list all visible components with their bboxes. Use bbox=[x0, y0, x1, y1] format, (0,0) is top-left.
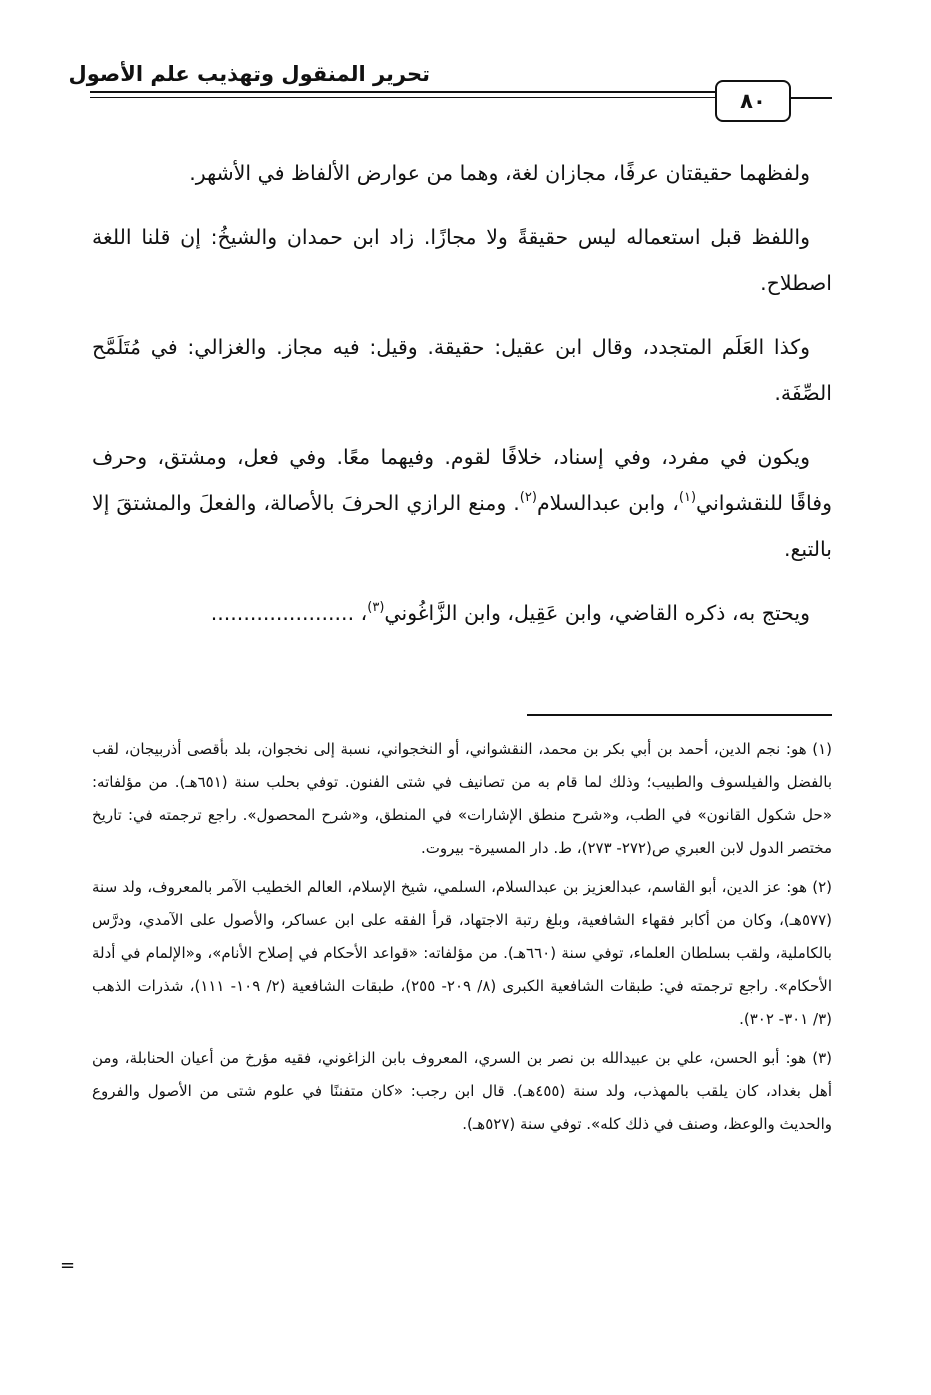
footnote-3: (٣) هو: أبو الحسن، علي بن عبيدالله بن نصر بن السري، المعروف بابن الزاغوني، فقيه مؤرخ من أعيان الحنابلة، ومن أهل بغداد، كان يلقب بالمهذب، ولد سنة (٤٥٥هـ). قال ابن رجب: «كان متفننًا في علوم شتى من الأصول والفروع والحديث والوعظ، وصنف في ذلك كله». توفي سنة (٥٢٧هـ). bbox=[92, 1049, 832, 1133]
continuation-mark: = bbox=[60, 1255, 76, 1276]
paragraph-1: ولفظهما حقيقتان عرفًا، مجازان لغة، وهما من عوارض الألفاظ في الأشهر. bbox=[189, 161, 810, 185]
footnote-ref-1: (١) bbox=[678, 490, 697, 505]
paragraph-4 bbox=[92, 434, 832, 572]
paragraph-5-part-b: ، bbox=[360, 601, 368, 625]
header-rule-right bbox=[790, 97, 832, 99]
footnote-ref-3: (٣) bbox=[367, 600, 385, 615]
main-text bbox=[92, 150, 832, 654]
paragraph-5 bbox=[92, 590, 832, 636]
header-rule bbox=[90, 91, 715, 93]
paragraph-2: واللفظ قبل استعماله ليس حقيقةً ولا مجازًا. زاد ابن حمدان والشيخُ: إن قلنا اللغة اصطلاح. bbox=[92, 225, 832, 295]
paragraph-4-part-c: . ومنع الرازي الحرفَ بالأصالة، والفعلَ والمشتقَ إلا بالتبع. bbox=[92, 491, 832, 561]
continuation-dots: ...................... bbox=[210, 601, 355, 625]
header-rule-thin bbox=[90, 97, 715, 98]
footnote-2: (٢) هو: عز الدين، أبو القاسم، عبدالعزيز بن عبدالسلام، السلمي، شيخ الإسلام، العالم الخطيب الآمر بالمعروف، ولد سنة (٥٧٧هـ)، وكان من أكابر فقهاء الشافعية، وبلغ رتبة الاجتهاد، قرأ الفقه على ابن عساكر، والأصول على الآمدي، ودرَّس بالكاملية، ولقب بسلطان العلماء، توفي سنة (٦٦٠هـ). من مؤلفاته: «قواعد الأحكام في إصلاح الأنام»، و«الإلمام في أدلة الأحكام». راجع ترجمته في: طبقات الشافعية الكبرى (٨/ ٢٠٩- ٢٥٥)، طبقات الشافعية (٢/ ١٠٩- ١١١)، شذرات الذهب (٣/ ٣٠١- ٣٠٢). bbox=[92, 878, 832, 1028]
paragraph-5-part-a: ويحتج به، ذكره القاضي، وابن عَقِيل، وابن الزَّاغُوني bbox=[384, 601, 810, 625]
footnote-1: (١) هو: نجم الدين، أحمد بن أبي بكر بن محمد، النقشواني، أو النخجواني، نسبة إلى نخجوان، بلد بأقصى أذربيجان، لقب بالفضل والفيلسوف والطبيب؛ وذلك لما قام به من تصانيف في شتى الفنون. توفي بحلب سنة (٦٥١هـ). من مؤلفاته: «حل شكول القانون» في الطب، و«شرح منطق الإشارات» في المنطق، و«شرح المحصول». راجع ترجمته في: تاريخ مختصر الدول لابن العبري ص(٢٧٢- ٢٧٣)، ط. دار المسيرة- بيروت. bbox=[92, 740, 832, 857]
footnotes bbox=[92, 733, 832, 1147]
paragraph-4-part-a: ويكون في مفرد، وفي إسناد، خلافًا لقوم. وفيهما معًا. وفي فعل، ومشتق، وحرف وفاقًا للنقشواني bbox=[92, 445, 832, 515]
page-number: ٨٠ bbox=[715, 80, 791, 122]
footnote-ref-2: (٢) bbox=[519, 490, 537, 505]
footnote-separator bbox=[527, 714, 832, 716]
paragraph-4-part-b: ، وابن عبدالسلام bbox=[536, 491, 679, 515]
running-header-title: تحرير المنقول وتهذيب علم الأصول bbox=[68, 62, 430, 86]
paragraph-3: وكذا العَلَم المتجدد، وقال ابن عقيل: حقيقة. وقيل: فيه مجاز. والغزالي: في مُتَلَمَّح الصِّفَة. bbox=[92, 335, 832, 405]
